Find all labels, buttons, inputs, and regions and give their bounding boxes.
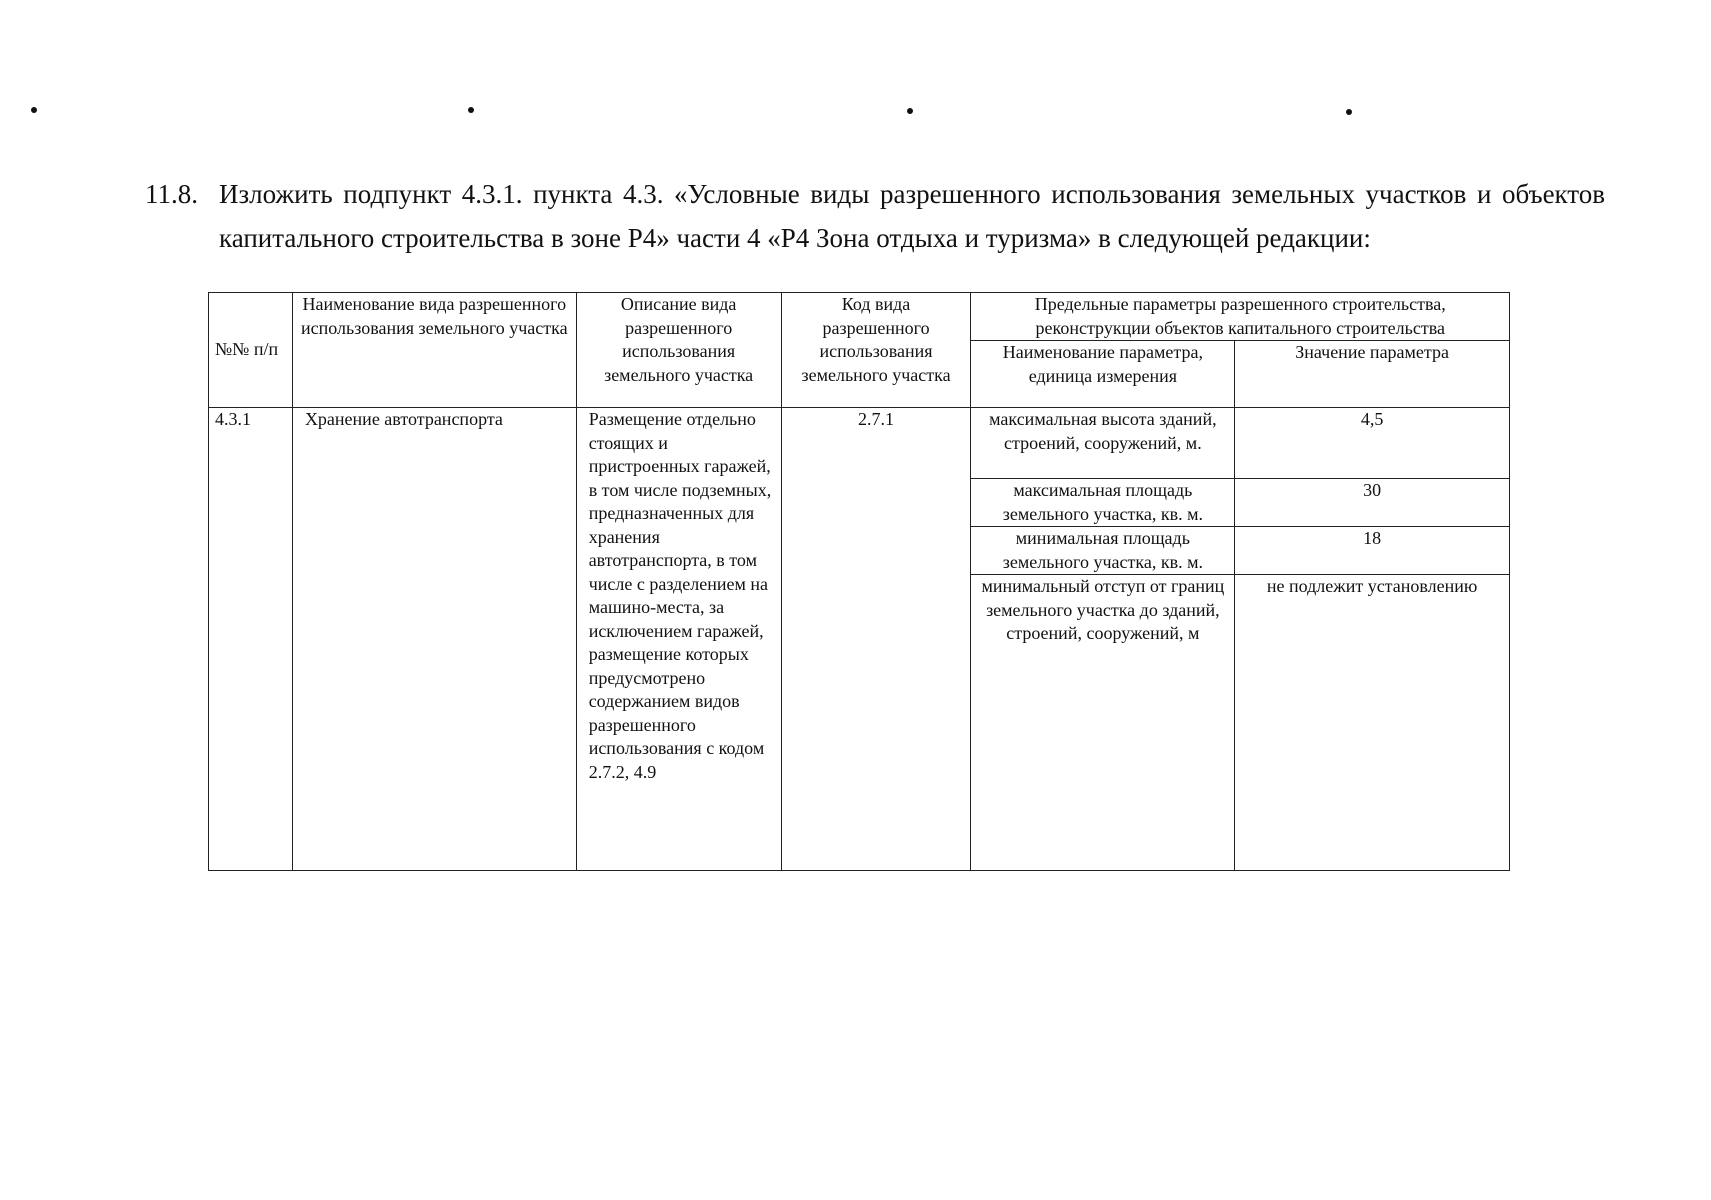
header-description-label: Описание вида разрешенного использования земельного участка [604, 294, 754, 385]
param-name: максимальная площадь земельного участка, кв. м. [1002, 480, 1203, 524]
row-name-value: Хранение автотранспорта [304, 409, 503, 429]
row-number [209, 408, 293, 871]
header-param-value-label: Значение параметра [1295, 342, 1450, 362]
param-name: минимальный отступ от границ земельного участка до зданий, строений, сооружений, м [981, 576, 1225, 643]
row-description-value: Размещение отдельно стоящих и пристроенных гаражей, в том числе подземных, предназначенных для хранения автотранспорта, в том числе с разделением на машино-места, за исключением гаражей, размещение которых предусмотрено содержанием видов разрешенного использования с кодом 2.7.2, 4.9 [588, 409, 772, 782]
scan-dot [31, 107, 37, 113]
scan-dot [468, 107, 474, 113]
table-row [209, 408, 1510, 479]
row-number-value: 4.3.1 [215, 409, 251, 429]
param-name: минимальная площадь земельного участка, кв. м. [1002, 528, 1203, 572]
param-name-cell [971, 479, 1235, 527]
header-number-label: №№ п/п [215, 339, 279, 360]
param-value: 18 [1363, 528, 1382, 548]
param-value: 30 [1363, 480, 1382, 500]
header-param-value [1235, 341, 1510, 408]
header-number [209, 293, 293, 408]
param-value: не подлежит установлению [1266, 576, 1478, 596]
amendment-paragraph [145, 172, 1605, 260]
param-name-cell [971, 575, 1235, 871]
param-name: максимальная высота зданий, строений, сооружений, м. [989, 409, 1217, 453]
land-use-table [208, 292, 1510, 871]
row-code-value: 2.7.1 [858, 409, 895, 429]
header-description [576, 293, 781, 408]
row-code [781, 408, 971, 871]
param-name-cell [971, 408, 1235, 479]
param-value-cell [1235, 408, 1510, 479]
param-value-cell [1235, 575, 1510, 871]
header-param-name [971, 341, 1235, 408]
header-code [781, 293, 971, 408]
param-value: 4,5 [1360, 409, 1384, 429]
header-name [292, 293, 576, 408]
paragraph-number: 11.8. [145, 179, 198, 209]
param-value-cell [1235, 479, 1510, 527]
row-name [292, 408, 576, 871]
header-param-name-label: Наименование параметра, единица измерения [1002, 342, 1203, 386]
header-name-label: Наименование вида разрешенного использования земельного участка [301, 294, 568, 338]
header-code-label: Код вида разрешенного использования земельного участка [801, 294, 951, 385]
row-description [576, 408, 781, 871]
param-name-cell [971, 527, 1235, 575]
header-limits [971, 293, 1510, 341]
header-limits-label: Предельные параметры разрешенного строительства, реконструкции объектов капитального строительства [1034, 294, 1446, 338]
scan-dot [1346, 109, 1352, 115]
param-value-cell [1235, 527, 1510, 575]
paragraph-text: Изложить подпункт 4.3.1. пункта 4.3. «Условные виды разрешенного использования земельных участков и объектов капитального строительства в зоне Р4» части 4 «Р4 Зона отдыха и туризма» в следующей редакции: [219, 179, 1605, 253]
scan-dot [907, 108, 913, 114]
